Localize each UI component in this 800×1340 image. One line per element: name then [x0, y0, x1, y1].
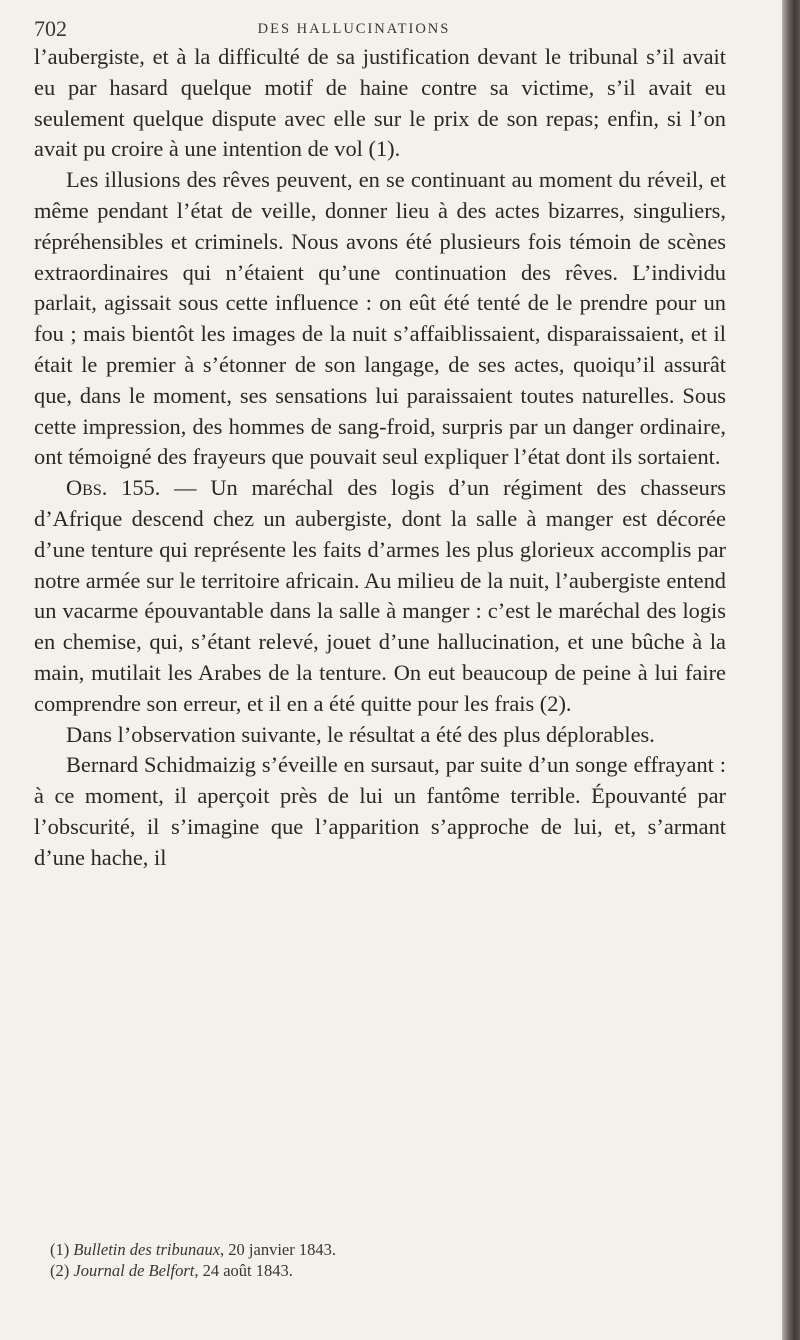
running-title: DES HALLUCINATIONS	[257, 21, 451, 37]
footnote-mark: (2)	[50, 1261, 74, 1280]
paragraph-continuation: l’aubergiste, et à la difficulté de sa justification devant le tribunal s’il avait eu par hasard quelque motif de haine contre sa victime, s’il avait eu seulement quelque dispute avec elle sur le prix de son repas; enfin, si l’on avait pu croire à une intention de vol (1).	[34, 44, 726, 162]
page-header	[34, 16, 714, 44]
paragraph-following-observation: Dans l’observation suivante, le résultat a été des plus déplorables.	[66, 721, 655, 747]
footnote-detail: , 24 août 1843.	[194, 1261, 293, 1280]
paragraph-dream-illusions: Les illusions des rêves peuvent, en se continuant au moment du réveil, et même pendant l’état de veille, donner lieu à des actes bizarres, singuliers, répréhensibles et criminels. Nous avons été plusieurs fois témoin de scènes extraordinaires qui n’étaient qu’une continuation des rêves. L’individu parlait, agissait sous cette influence : on eût été tenté de le prendre pour un fou ; mais bientôt les images de la nuit s’affaiblissaient, disparaissaient, et il était le premier à s’étonner de son langage, de ses actes, quoiqu’il assurât que, dans le moment, ses sensations lui paraissaient toutes naturelles. Sous cette impression, des hommes de sang-froid, surpris par un danger ordinaire, ont témoigné des frayeurs que pouvait seul expliquer l’état dont ils sortaient.	[34, 167, 726, 470]
observation-text: — Un maréchal des logis d’un régiment des chasseurs d’Afrique descend chez un aubergiste, dont la salle à manger est décorée d’une tenture qui représente les faits d’armes les plus glorieux accomplis par notre armée sur le territoire africain. Au milieu de la nuit, l’aubergiste entend un vacarme épouvantable dans la salle à manger : c’est le maréchal des logis en chemise, qui, s’étant relevé, jouet d’une hallucination, et une bûche à la main, mutilait les Arabes de la tenture. On eut beaucoup de peine à lui faire comprendre son erreur, et il en a été quitte pour les frais (2).	[34, 475, 726, 716]
footnote-source: Journal de Belfort	[73, 1261, 195, 1280]
body-text	[34, 42, 726, 874]
paragraph-schidmaizig: Bernard Schidmaizig s’éveille en sursaut, par suite d’un songe effrayant : à ce moment, il aperçoit près de lui un fantôme terrible. Épouvanté par l’obscurité, il s’imagine que l’apparition s’approche de lui, et, s’armant d’une hache, il	[34, 752, 726, 870]
paragraph-observation-155	[34, 473, 726, 719]
observation-label: Obs. 155.	[66, 475, 161, 501]
footnote-1	[50, 1239, 690, 1260]
footnotes	[50, 1239, 690, 1281]
footnote-2	[50, 1260, 690, 1281]
page-number: 702	[34, 16, 67, 41]
footnote-detail: , 20 janvier 1843.	[220, 1240, 336, 1259]
binding-edge	[782, 0, 800, 1340]
footnote-source: Bulletin des tribunaux	[73, 1240, 221, 1259]
footnote-mark: (1)	[50, 1240, 74, 1259]
